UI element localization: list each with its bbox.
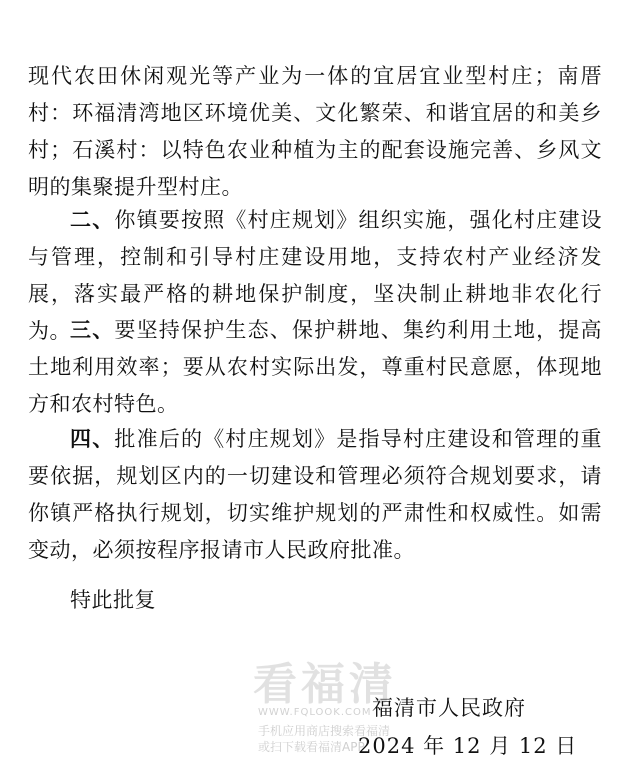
item-four-paragraph — [28, 420, 602, 569]
item-two-text: 你镇要按照《村庄规划》组织实施，强化村庄建设与管理，控制和引导村庄建设用地，支持农村产业经济发展，落实最严格的耕地保护制度，坚决制止耕地非农化行为。 — [28, 208, 603, 343]
issue-date: 2024 年 12 月 12 日 — [358, 734, 578, 758]
watermark-line-1: 手机应用商店搜索看福清 — [258, 724, 391, 738]
intro-paragraph: 现代农田休闲观光等产业为一体的宜居宜业型村庄；南厝村：环福清湾地区环境优美、文化繁荣、和谐宜居的和美乡村；石溪村：以特色农业种植为主的配套设施完善、乡风文明的集聚提升型村庄。 — [28, 64, 602, 199]
watermark-url: WWW.FQLOOK.COM — [258, 707, 372, 718]
item-three-text: 要坚持保护生态、保护耕地、集约利用土地，提高土地利用效率；要从农村实际出发，尊重村民意愿，体现地方和农村特色。 — [28, 318, 603, 416]
closing-phrase: 特此批复 — [70, 588, 156, 612]
item-two-heading: 二、 — [70, 207, 115, 232]
watermark-logo: 看福清 — [253, 659, 397, 710]
item-three-heading: 三、 — [70, 317, 115, 342]
item-four-text: 批准后的《村庄规划》是指导村庄建设和管理的重要依据，规划区内的一切建设和管理必须符合规划要求，请你镇严格执行规划，切实维护规划的严肃性和权威性。如需变动，必须按程序报请市人民政府批准。 — [28, 427, 603, 562]
watermark-line-2: 或扫下载看福清APP — [258, 740, 365, 754]
issuer-signature: 福清市人民政府 — [372, 696, 526, 720]
item-four-heading: 四、 — [70, 426, 115, 451]
item-three-paragraph — [28, 311, 602, 423]
